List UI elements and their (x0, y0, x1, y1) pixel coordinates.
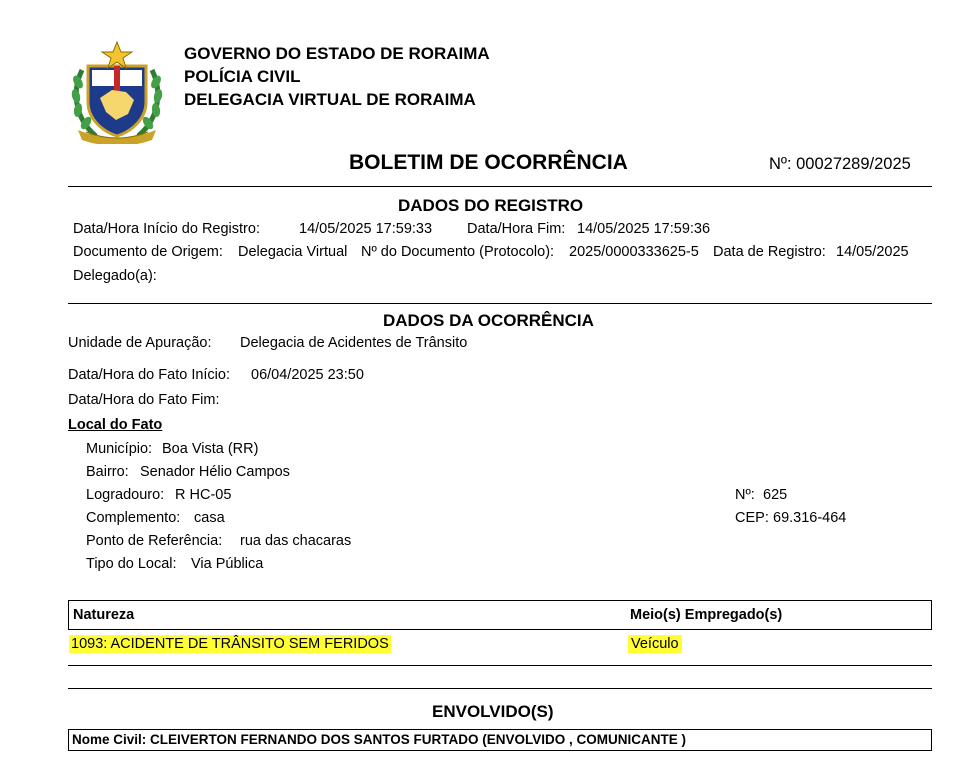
registro-delegado-label: Delegado(a): (73, 268, 157, 284)
fato-inicio-label: Data/Hora do Fato Início: (68, 367, 230, 383)
meio-empregado-value: Veículo (628, 635, 682, 653)
header-government: GOVERNO DO ESTADO DE RORAIMA (184, 44, 490, 63)
tipo-local-label: Tipo do Local: (86, 556, 177, 572)
document-number: Nº: 00027289/2025 (769, 155, 911, 173)
logradouro-value: R HC-05 (175, 487, 232, 503)
registro-fim-value: 14/05/2025 17:59:36 (577, 221, 711, 237)
complemento-value: casa (194, 510, 225, 526)
fato-fim-label: Data/Hora do Fato Fim: (68, 392, 220, 408)
cep-value: 69.316-464 (773, 510, 847, 526)
registro-inicio-label: Data/Hora Início do Registro: (73, 221, 260, 237)
registro-data-value: 14/05/2025 (836, 244, 909, 260)
referencia-label: Ponto de Referência: (86, 533, 223, 549)
numero-label: Nº: (735, 487, 755, 503)
registro-data-label: Data de Registro: (713, 244, 826, 260)
cep-label: CEP: (735, 510, 769, 526)
divider-envolvidos (68, 688, 932, 689)
divider-title (68, 186, 932, 187)
registro-protocolo-value: 2025/0000333625-5 (569, 244, 699, 260)
natureza-header-box (68, 600, 932, 630)
document-title: BOLETIM DE OCORRÊNCIA (349, 151, 628, 174)
logradouro-label: Logradouro: (86, 487, 165, 503)
numero-value: 625 (763, 487, 788, 503)
bairro-label: Bairro: (86, 464, 129, 480)
section-heading-registro: DADOS DO REGISTRO (398, 196, 584, 215)
unidade-label: Unidade de Apuração: (68, 335, 212, 351)
unidade-value: Delegacia de Acidentes de Trânsito (240, 335, 468, 351)
local-heading: Local do Fato (68, 417, 163, 433)
municipio-value: Boa Vista (RR) (162, 441, 259, 457)
meio-empregado-header: Meio(s) Empregado(s) (630, 607, 783, 623)
natureza-value: 1093: ACIDENTE DE TRÂNSITO SEM FERIDOS (71, 636, 389, 652)
header-police: POLÍCIA CIVIL (184, 67, 301, 86)
municipio-label: Município: (86, 441, 153, 457)
divider-registro (68, 303, 932, 304)
section-heading-envolvidos: ENVOLVIDO(S) (432, 702, 554, 721)
fato-inicio-value: 06/04/2025 23:50 (251, 367, 364, 383)
tipo-local-value: Via Pública (191, 556, 264, 572)
registro-origem-label: Documento de Origem: (73, 244, 223, 260)
bairro-value: Senador Hélio Campos (140, 464, 290, 480)
natureza-header: Natureza (73, 607, 135, 623)
registro-origem-value: Delegacia Virtual (238, 244, 348, 260)
registro-inicio-value: 14/05/2025 17:59:33 (299, 221, 433, 237)
complemento-label: Complemento: (86, 510, 181, 526)
envolvido-nome: Nome Civil: CLEIVERTON FERNANDO DOS SANTOS FURTADO (ENVOLVIDO , COMUNICANTE ) (72, 732, 687, 747)
header-delegacia: DELEGACIA VIRTUAL DE RORAIMA (184, 90, 476, 109)
police-emblem-logo (68, 40, 166, 144)
section-heading-ocorrencia: DADOS DA OCORRÊNCIA (383, 311, 594, 330)
divider-natureza (68, 665, 932, 666)
registro-protocolo-label: Nº do Documento (Protocolo): (361, 244, 555, 260)
registro-fim-label: Data/Hora Fim: (467, 221, 566, 237)
referencia-value: rua das chacaras (240, 533, 352, 549)
